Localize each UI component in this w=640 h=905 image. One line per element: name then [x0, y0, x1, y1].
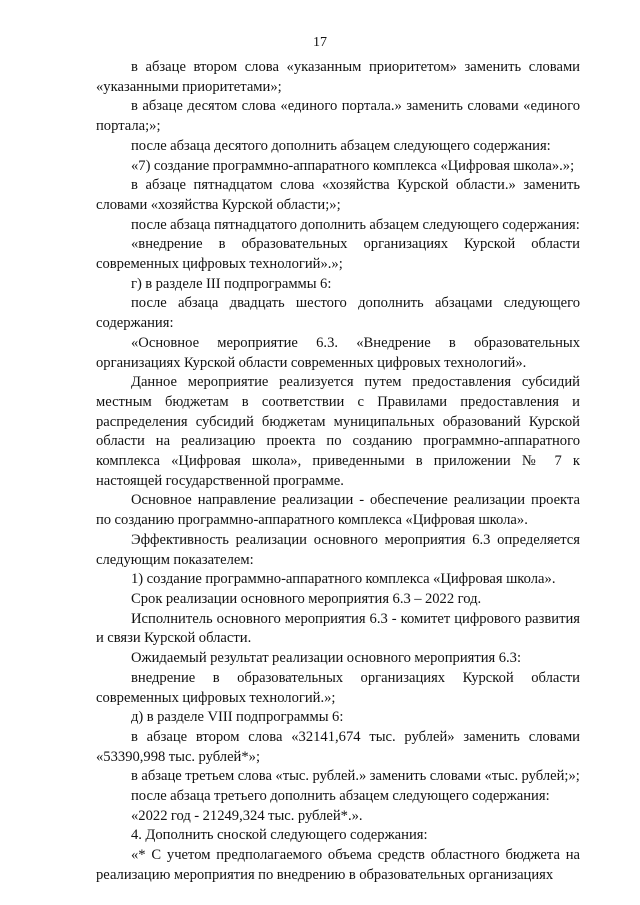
- paragraph: после абзаца десятого дополнить абзацем следующего содержания:: [131, 137, 551, 154]
- paragraph: Данное мероприятие реализуется путем предоставления субсидий местным бюджетам в соответствии с Правилами предоставления и распределения субсидий бюджетам муниципальных образований Курской области на реализацию проекта по созданию программно-аппаратного комплекса «Цифровая школа», приведенными в приложении № 7 к настоящей государственной программе.: [96, 374, 580, 489]
- paragraph: Ожидаемый результат реализации основного мероприятия 6.3:: [131, 650, 522, 667]
- paragraph: г) в разделе III подпрограммы 6:: [131, 275, 332, 292]
- paragraph: после абзаца пятнадцатого дополнить абзацем следующего содержания:: [131, 216, 580, 233]
- paragraph: «7) создание программно-аппаратного комплекса «Цифровая школа».»;: [131, 157, 575, 174]
- paragraph: в абзаце десятом слова «единого портала.» заменить словами «единого портала;»;: [96, 98, 580, 135]
- paragraph: «Основное мероприятие 6.3. «Внедрение в образовательных организациях Курской области современных цифровых технологий».: [96, 334, 580, 371]
- paragraph: «2022 год - 21249,324 тыс. рублей*.».: [131, 807, 363, 824]
- paragraph: после абзаца двадцать шестого дополнить абзацами следующего содержания:: [96, 295, 580, 332]
- paragraph: Эффективность реализации основного мероприятия 6.3 определяется следующим показателем:: [96, 531, 580, 568]
- paragraph: «внедрение в образовательных организациях Курской области современных цифровых технологий».»;: [96, 236, 580, 273]
- paragraph: д) в разделе VIII подпрограммы 6:: [131, 709, 344, 726]
- paragraph: в абзаце третьем слова «тыс. рублей.» заменить словами «тыс. рублей;»;: [131, 768, 580, 785]
- paragraph: в абзаце втором слова «указанным приоритетом» заменить словами «указанными приоритетами»;: [96, 59, 580, 95]
- paragraph: 1) создание программно-аппаратного комплекса «Цифровая школа».: [131, 571, 556, 588]
- paragraph: 4. Дополнить сноской следующего содержания:: [131, 827, 428, 844]
- page-number: 17: [313, 35, 327, 50]
- paragraph: Срок реализации основного мероприятия 6.3 – 2022 год.: [131, 590, 482, 607]
- paragraph: в абзаце пятнадцатом слова «хозяйства Курской области.» заменить словами «хозяйства Курской области;»;: [96, 177, 580, 213]
- paragraph: внедрение в образовательных организациях Курской области современных цифровых технологий.»;: [96, 669, 580, 706]
- paragraph: в абзаце втором слова «32141,674 тыс. рублей» заменить словами «53390,998 тыс. рублей*»;: [96, 728, 580, 765]
- document-body: [96, 58, 580, 886]
- paragraph: «* С учетом предполагаемого объема средств областного бюджета на реализацию мероприятия по внедрению в образовательных организациях: [96, 847, 580, 883]
- paragraph: Исполнитель основного мероприятия 6.3 - комитет цифрового развития и связи Курской области.: [96, 610, 580, 647]
- paragraph: Основное направление реализации - обеспечение реализации проекта по созданию программно-аппаратного комплекса «Цифровая школа».: [96, 492, 580, 529]
- paragraph: после абзаца третьего дополнить абзацем следующего содержания:: [131, 788, 550, 805]
